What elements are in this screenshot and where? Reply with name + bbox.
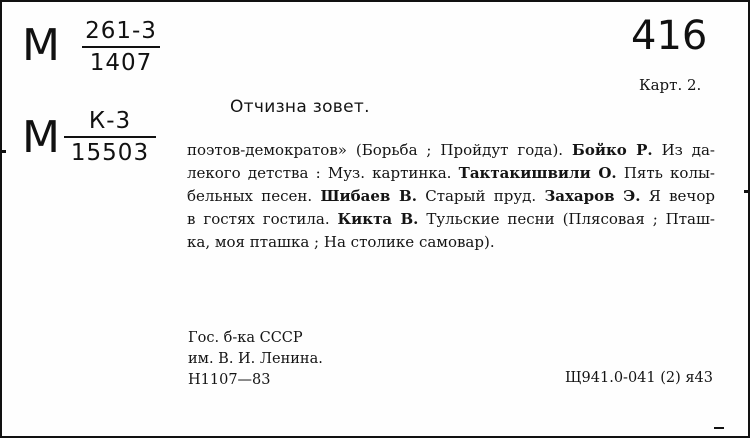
record-title: Отчизна зовет. [230,97,370,117]
content-line [187,185,715,208]
shelfmark-2-numerator: К-3 [88,108,132,134]
shelfmark-1-fraction [82,19,160,75]
shelfmark-2-denominator: 15503 [70,140,150,166]
author-name: Шибаев В. [320,187,417,205]
record-contents [187,139,715,254]
catalog-code: Щ941.0-041 (2) я43 [565,370,713,386]
content-text: Пять колы- [616,164,715,182]
card-number: 416 [631,13,708,59]
content-text: в гостях гостила. [187,210,338,228]
author-name: Бойко Р. [572,141,653,159]
library-line-3: Н1107—83 [188,372,271,388]
content-line [187,162,715,185]
shelfmark-1-divider [82,46,160,48]
content-text: ка, моя пташка ; На столике самовар). [187,233,495,251]
content-line [187,231,715,254]
shelfmark-1-letter: М [22,20,60,71]
shelfmark-2-letter: М [22,112,60,163]
scan-speck [2,150,6,153]
shelfmark-2-divider [64,136,156,138]
shelfmark-1-numerator: 261-3 [85,18,157,44]
content-text: бельных песен. [187,187,321,205]
author-name: Тактакишвили О. [458,164,617,182]
content-text: Старый пруд. [416,187,545,205]
library-line-1: Гос. б-ка СССР [188,330,303,346]
scan-speck [714,427,724,429]
card-label: Карт. 2. [639,76,702,94]
content-line [187,208,715,231]
library-imprint [188,328,323,391]
author-name: Кикта В. [337,210,419,228]
content-text: лекого детства : Муз. картинка. [187,164,459,182]
shelfmark-1-denominator: 1407 [89,50,153,76]
content-text: Тульские песни (Плясовая ; Пташ- [418,210,715,228]
library-line-2: им. В. И. Ленина. [188,351,323,367]
content-text: Я вечор [640,187,715,205]
content-text: Из да- [652,141,715,159]
author-name: Захаров Э. [544,187,641,205]
content-line [187,139,715,162]
content-text: поэтов-демократов» (Борьба ; Пройдут года). [187,141,572,159]
shelfmark-2-fraction [64,109,156,165]
scan-speck [744,190,748,193]
